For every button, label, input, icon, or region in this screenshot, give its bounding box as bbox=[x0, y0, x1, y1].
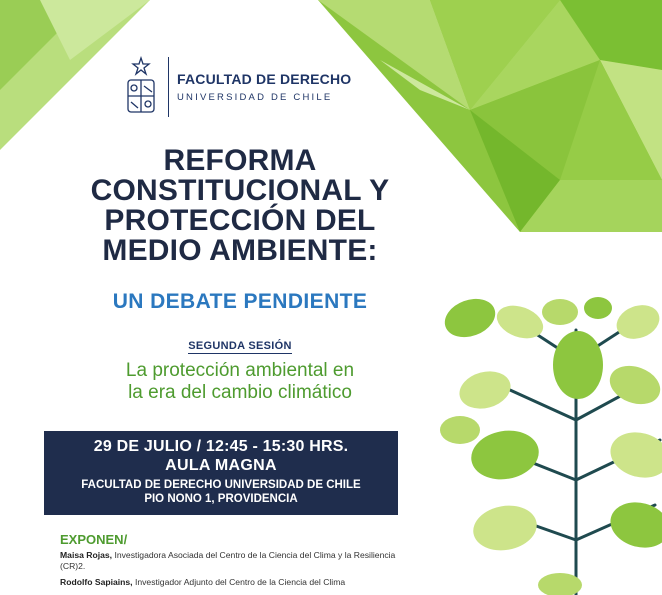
faculty-name: FACULTAD DE DERECHO bbox=[177, 71, 352, 87]
logo-divider bbox=[168, 57, 169, 117]
title-line: PROTECCIÓN DEL bbox=[104, 204, 376, 237]
event-info-box bbox=[44, 431, 398, 515]
university-crest-icon bbox=[124, 56, 158, 118]
theme-line: La protección ambiental en bbox=[125, 360, 355, 381]
session-label-text: SEGUNDA SESIÓN bbox=[188, 340, 292, 352]
event-room: AULA MAGNA bbox=[165, 457, 277, 474]
logo-text bbox=[177, 71, 351, 103]
faculty-logo bbox=[124, 56, 351, 118]
event-title bbox=[40, 146, 440, 266]
title-line: CONSTITUCIONAL Y bbox=[90, 174, 390, 207]
event-venue: FACULTAD DE DERECHO UNIVERSIDAD DE CHILE bbox=[81, 479, 361, 491]
university-name: UNIVERSIDAD DE CHILE bbox=[177, 92, 333, 103]
title-line: MEDIO AMBIENTE: bbox=[102, 234, 378, 267]
speaker-item bbox=[60, 550, 400, 572]
session-label bbox=[40, 340, 440, 352]
event-datetime: 29 DE JULIO / 12:45 - 15:30 HRS. bbox=[93, 438, 349, 455]
speaker-name: Rodolfo Sapiains, bbox=[60, 577, 133, 587]
speakers-section bbox=[60, 532, 400, 593]
theme-line: la era del cambio climático bbox=[128, 382, 352, 403]
speaker-role: Investigadora Asociada del Centro de la Ciencia del Clima y la Resiliencia (CR)2. bbox=[60, 550, 396, 571]
event-address: PIO NONO 1, PROVIDENCIA bbox=[144, 493, 298, 505]
speaker-item bbox=[60, 577, 400, 588]
speaker-role: Investigador Adjunto del Centro de la Ciencia del Clima bbox=[134, 577, 346, 587]
session-theme bbox=[40, 360, 440, 404]
speaker-name: Maisa Rojas, bbox=[60, 550, 113, 560]
title-line: REFORMA bbox=[163, 144, 317, 177]
event-subtitle: UN DEBATE PENDIENTE bbox=[112, 290, 368, 313]
speakers-heading: EXPONEN/ bbox=[60, 532, 128, 547]
tree-leaves bbox=[439, 292, 662, 595]
